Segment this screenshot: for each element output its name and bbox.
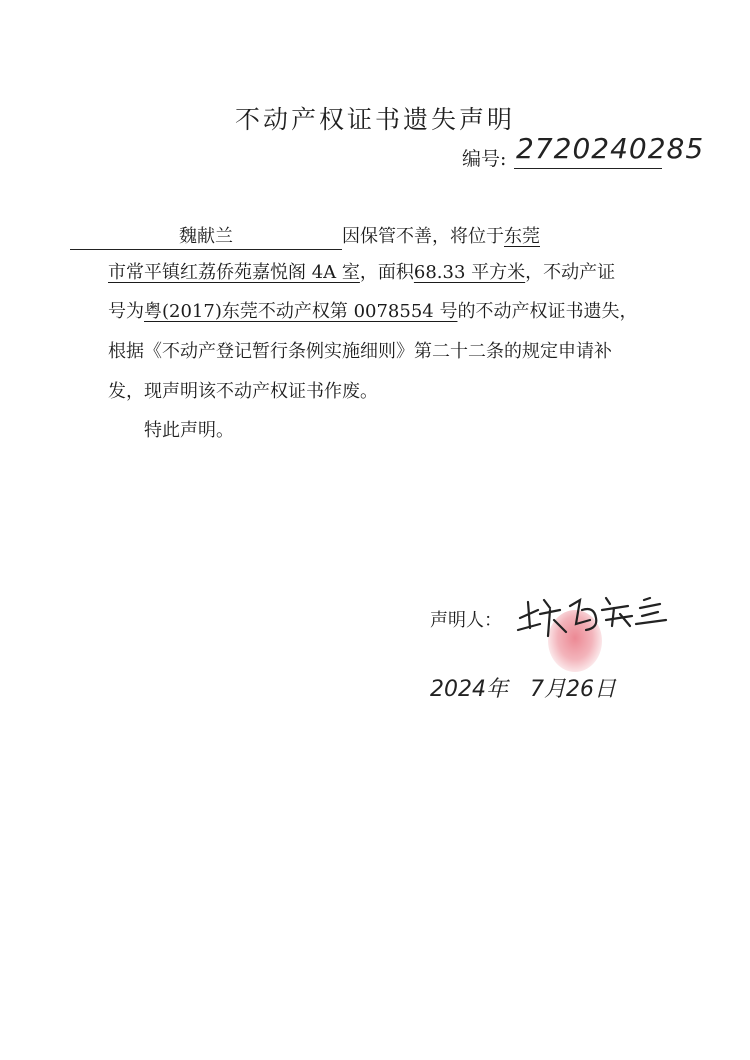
date-day: 26日 [566, 677, 616, 702]
handwritten-signature [510, 580, 700, 644]
signing-date [430, 672, 616, 703]
location-part-2: 市常平镇红荔侨苑嘉悦阁 4A 室 [108, 262, 360, 283]
body-line-1 [0, 222, 540, 252]
certificate-number: 粤(2017)东莞不动产权第 0078554 号 [144, 301, 458, 322]
body-line-5: 发，现声明该不动产权证书作废。 [108, 381, 378, 402]
signature-label: 声明人： [430, 610, 502, 631]
body-line-3-prefix: 号为 [108, 301, 144, 322]
serial-label: 编号: [462, 148, 507, 170]
area-prefix: ，面积 [359, 262, 414, 283]
area-value: 68.33 平方米 [413, 262, 526, 283]
serial-number: 2720240285 [516, 132, 705, 165]
body-line-3-suffix: 的不动产权证书遗失， [457, 301, 638, 322]
declarant-name: 魏献兰 [70, 225, 342, 250]
body-line-4: 根据《不动产登记暂行条例实施细则》第二十二条的规定申请补 [108, 341, 612, 362]
date-year: 2024年 [430, 677, 508, 702]
serial-underline [514, 168, 662, 169]
body-line-2 [108, 258, 615, 288]
body-line-2-suffix: ，不动产证 [525, 262, 616, 283]
body-line-1-text: 因保管不善，将位于 [342, 226, 504, 247]
document-title: 不动产权证书遗失声明 [234, 105, 515, 134]
date-month: 7月 [530, 677, 566, 702]
body-line-3 [108, 297, 637, 327]
location-part-1: 东莞 [504, 226, 540, 247]
signature-text [430, 600, 431, 601]
signature-block [430, 600, 690, 660]
body-line-6: 特此声明。 [144, 420, 234, 441]
